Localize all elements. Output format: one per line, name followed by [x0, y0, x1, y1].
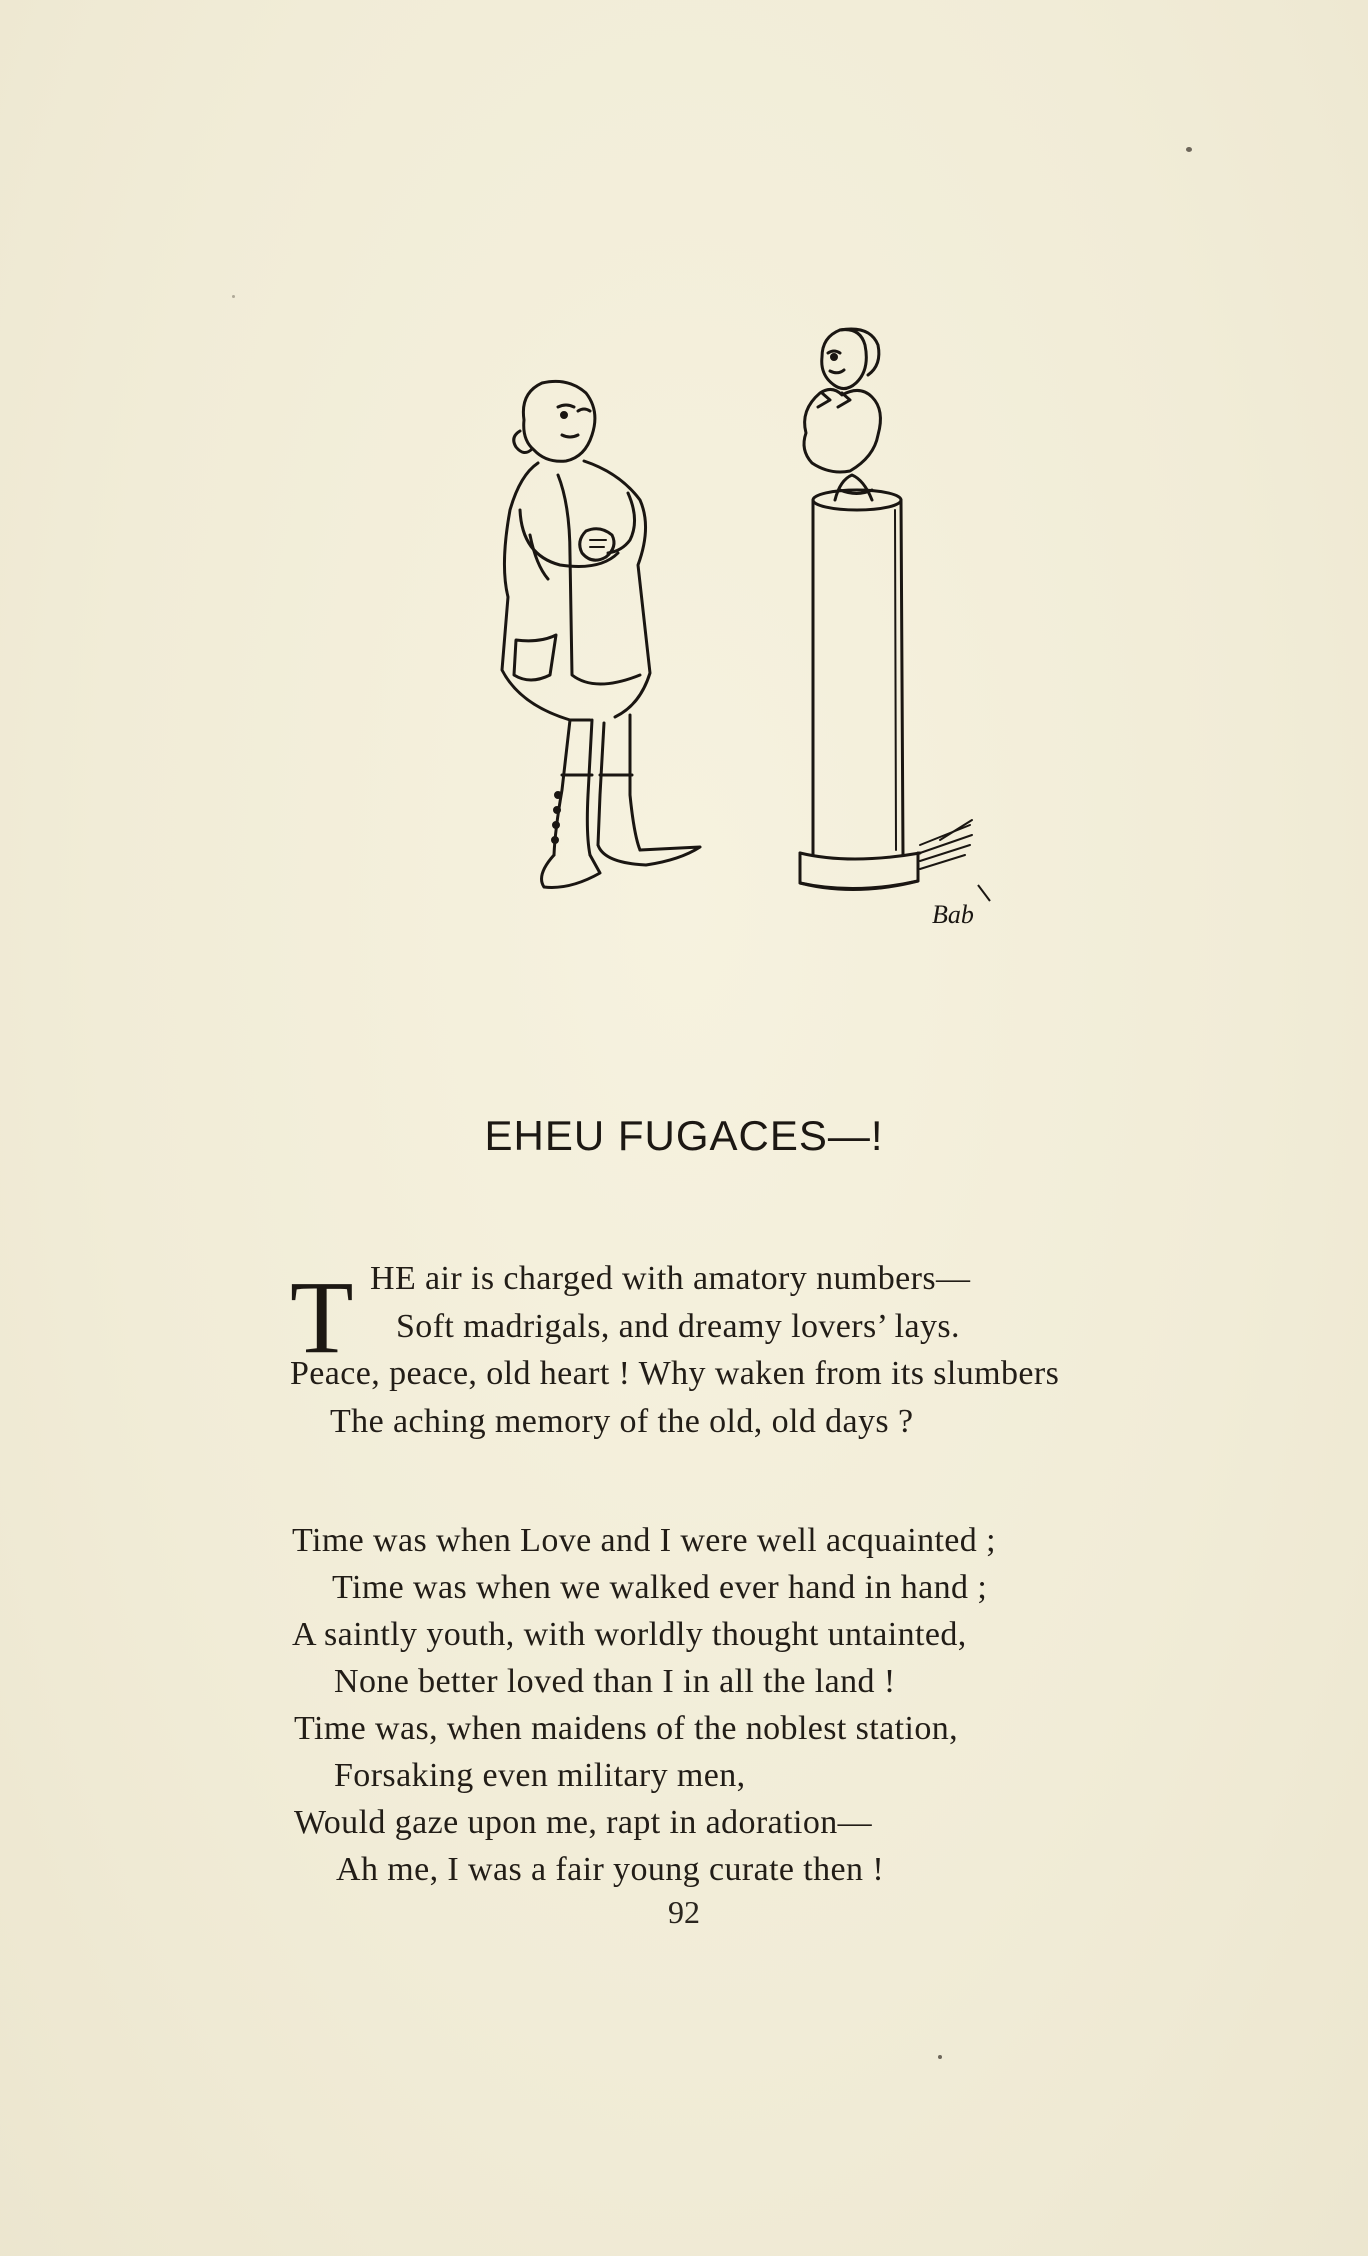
drop-cap: T: [290, 1260, 354, 1375]
poem-line: A saintly youth, with worldly thought untainted,: [292, 1616, 967, 1653]
page-number: 92: [668, 1894, 700, 1930]
poem-line: Time was when we walked ever hand in hand ;: [332, 1569, 988, 1606]
poem-line: Soft madrigals, and dreamy lovers’ lays.: [396, 1308, 960, 1345]
poem-line: Forsaking even military men,: [334, 1757, 746, 1794]
illustrator-signature: Bab: [932, 900, 974, 929]
poem-line: The aching memory of the old, old days ?: [330, 1403, 914, 1440]
poem-line: Time was, when maidens of the noblest station,: [294, 1710, 959, 1747]
poem-title: EHEU FUGACES—!: [484, 1112, 884, 1159]
poem-line: Would gaze upon me, rapt in adoration—: [294, 1804, 873, 1841]
poem-line: Peace, peace, old heart ! Why waken from its slumbers: [290, 1355, 1060, 1392]
poem-line: Time was when Love and I were well acquainted ;: [292, 1522, 996, 1559]
poem-line: Ah me, I was a fair young curate then !: [336, 1851, 885, 1888]
poem-line: None better loved than I in all the land !: [334, 1663, 896, 1700]
poem-line: HE air is charged with amatory numbers—: [370, 1260, 971, 1297]
